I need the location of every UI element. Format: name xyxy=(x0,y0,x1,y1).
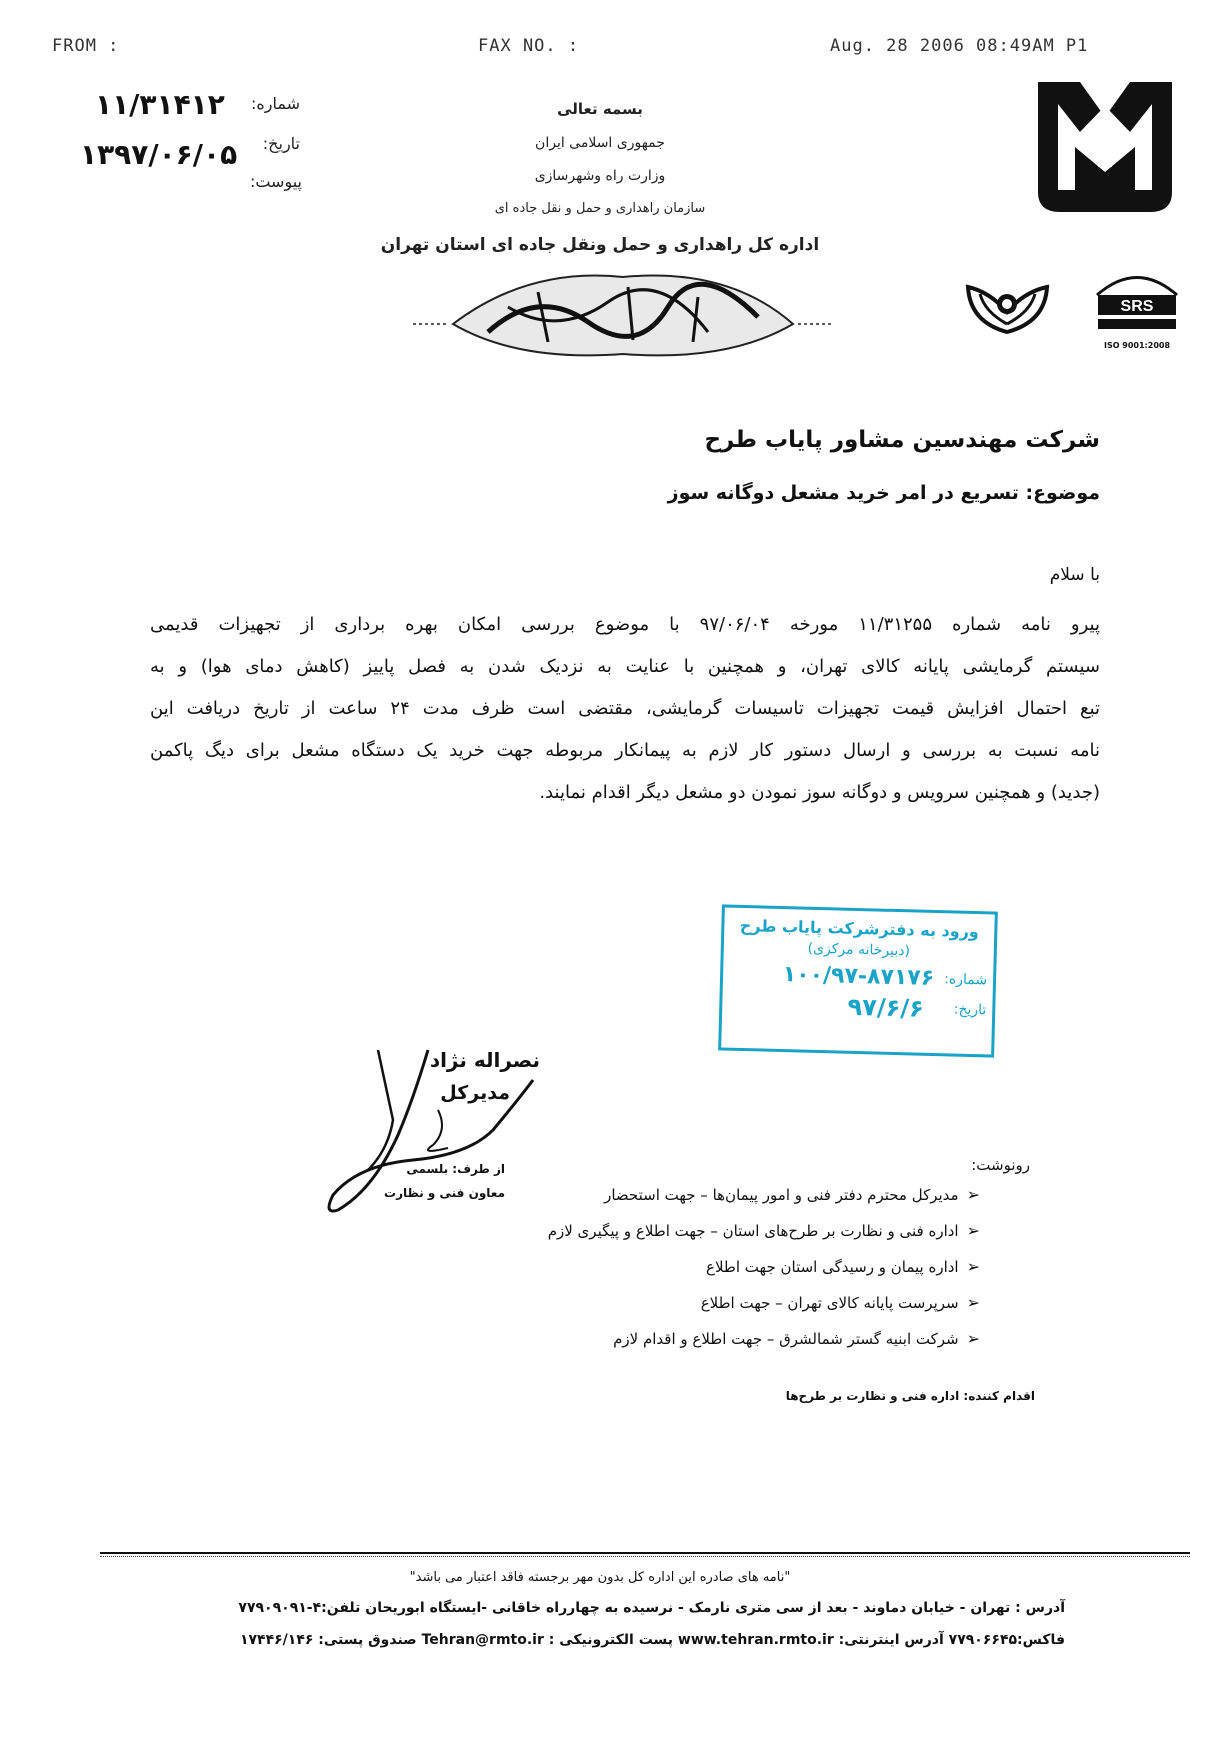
signatory-title: مدیرکل xyxy=(440,1082,510,1104)
arrow-icon: ➢ xyxy=(966,1293,980,1312)
department-name: اداره کل راهداری و حمل ونقل جاده ای استان تهران xyxy=(380,235,820,255)
body-line: (جدید) و همچنین سرویس و دوگانه سوز نمودن دو مشعل دیگر اقدام نمایند. xyxy=(539,782,1100,803)
number-label: شماره: xyxy=(250,94,300,113)
receipt-stamp xyxy=(718,904,998,1057)
iso-certification-logo xyxy=(1092,265,1182,350)
organization-name: سازمان راهداری و حمل و نقل جاده ای xyxy=(494,201,706,216)
cc-list xyxy=(400,1185,980,1365)
number-value: ۱۱/۳۱۴۱۲ xyxy=(95,88,225,121)
stamp-title: ورود به دفترشرکت پایاب طرح xyxy=(739,915,980,942)
calligraphy-emblem xyxy=(408,262,838,362)
cc-item-text: اداره پیمان و رسیدگی استان جهت اطلاع xyxy=(706,1258,959,1276)
cc-item-text: مدیرکل محترم دفتر فنی و امور پیمان‌ها – جهت استحضار xyxy=(604,1186,959,1204)
footer-note: "نامه های صادره این اداره کل بدون مهر برجسته فاقد اعتبار می باشد" xyxy=(409,1570,791,1585)
stamp-number-label: شماره: xyxy=(943,970,988,988)
cc-item-text: سرپرست پایانه کالای تهران – جهت اطلاع xyxy=(700,1294,959,1312)
cc-item xyxy=(400,1293,980,1329)
cc-item xyxy=(400,1257,980,1293)
footer-address: آدرس : تهران - خیابان دماوند - بعد از سی متری نارمک - نرسیده به چهارراه خاقانی -ایستگاه ابوریحان تلفن:۴-۷۷۹۰۹۰۹۱ xyxy=(238,1600,1065,1616)
republic-name: جمهوری اسلامی ایران xyxy=(535,135,665,151)
stamp-date-value: ۹۷/۶/۶ xyxy=(847,992,925,1023)
body-line: نامه نسبت به بررسی و ارسال دستور کار لازم به پیمانکار مربوطه جهت خرید یک دستگاه مشعل برای دیگ پاکمن xyxy=(150,740,1100,761)
cc-item xyxy=(400,1185,980,1221)
attachment-label: پیوست: xyxy=(249,172,302,191)
footer-divider-dotted xyxy=(100,1556,1190,1557)
footer-divider xyxy=(100,1552,1190,1554)
body-line: سیستم گرمایشی پایانه کالای تهران، و همچنین با عنایت به نزدیک شدن به فصل پاییز (کاهش دمای هوا) و به xyxy=(150,656,1100,677)
fax-number: FAX NO. : xyxy=(478,36,580,56)
stamp-date-label: تاریخ: xyxy=(953,1001,987,1019)
subject-line: موضوع: تسریع در امر خرید مشعل دوگانه سوز xyxy=(667,482,1100,504)
arrow-icon: ➢ xyxy=(966,1221,980,1240)
body-line: پیرو نامه شماره ۱۱/۳۱۲۵۵ مورخه ۹۷/۰۶/۰۴ با موضوع بررسی امکان بهره برداری از تجهیزات قدیمی xyxy=(150,614,1100,635)
behalf-title: معاون فنی و نظارت xyxy=(384,1186,505,1200)
arrow-icon: ➢ xyxy=(966,1329,980,1348)
iso-label: ISO 9001:2008 xyxy=(1103,341,1171,350)
certification-emblem xyxy=(960,272,1055,342)
greeting: با سلام xyxy=(1049,565,1100,585)
basmala: بسمه تعالی xyxy=(557,100,643,118)
fax-timestamp: Aug. 28 2006 08:49AM P1 xyxy=(830,36,1089,56)
stamp-number-value: ۱۰۰/۹۷-۸۷۱۷۶ xyxy=(782,962,935,991)
cc-item-text: اداره فنی و نظارت بر طرح‌های استان – جهت اطلاع و پیگیری لازم xyxy=(547,1222,959,1240)
action-by: اقدام کننده: اداره فنی و نظارت بر طرح‌ها xyxy=(785,1389,1035,1403)
date-value: ۱۳۹۷/۰۶/۰۵ xyxy=(80,138,238,171)
ministry-logo xyxy=(1030,72,1180,222)
signatory-name: نصراله نژاد xyxy=(429,1048,540,1072)
arrow-icon: ➢ xyxy=(966,1185,980,1204)
fax-from: FROM : xyxy=(52,36,120,56)
date-label: تاریخ: xyxy=(262,134,300,153)
recipient: شرکت مهندسین مشاور پایاب طرح xyxy=(704,427,1100,453)
stamp-subtitle: (دبیرخانه مرکزی) xyxy=(807,940,911,960)
cc-item-text: شرکت ابنیه گستر شمالشرق – جهت اطلاع و اقدام لازم xyxy=(613,1330,959,1348)
ministry-name: وزارت راه وشهرسازی xyxy=(534,168,666,184)
cc-label: رونوشت: xyxy=(971,1156,1030,1174)
arrow-icon: ➢ xyxy=(966,1257,980,1276)
body-line: تبع احتمال افزایش قیمت تجهیزات تاسیسات گرمایشی، مقتضی است ظرف مدت ۲۴ ساعت از تاریخ دریافت این xyxy=(150,698,1101,719)
behalf-line: از طرف: بلسمی xyxy=(406,1162,505,1176)
letter-body xyxy=(150,604,1100,814)
svg-text:SRS: SRS xyxy=(1120,298,1154,315)
footer-contact: فاکس:۷۷۹۰۶۶۴۵ آدرس اینترنتی: www.tehran.rmto.ir پست الکترونیکی : Tehran@rmto.ir صندوق پستی: ۱۷۴۴۶/۱۴۶ xyxy=(239,1632,1065,1648)
cc-item xyxy=(400,1329,980,1365)
cc-item xyxy=(400,1221,980,1257)
